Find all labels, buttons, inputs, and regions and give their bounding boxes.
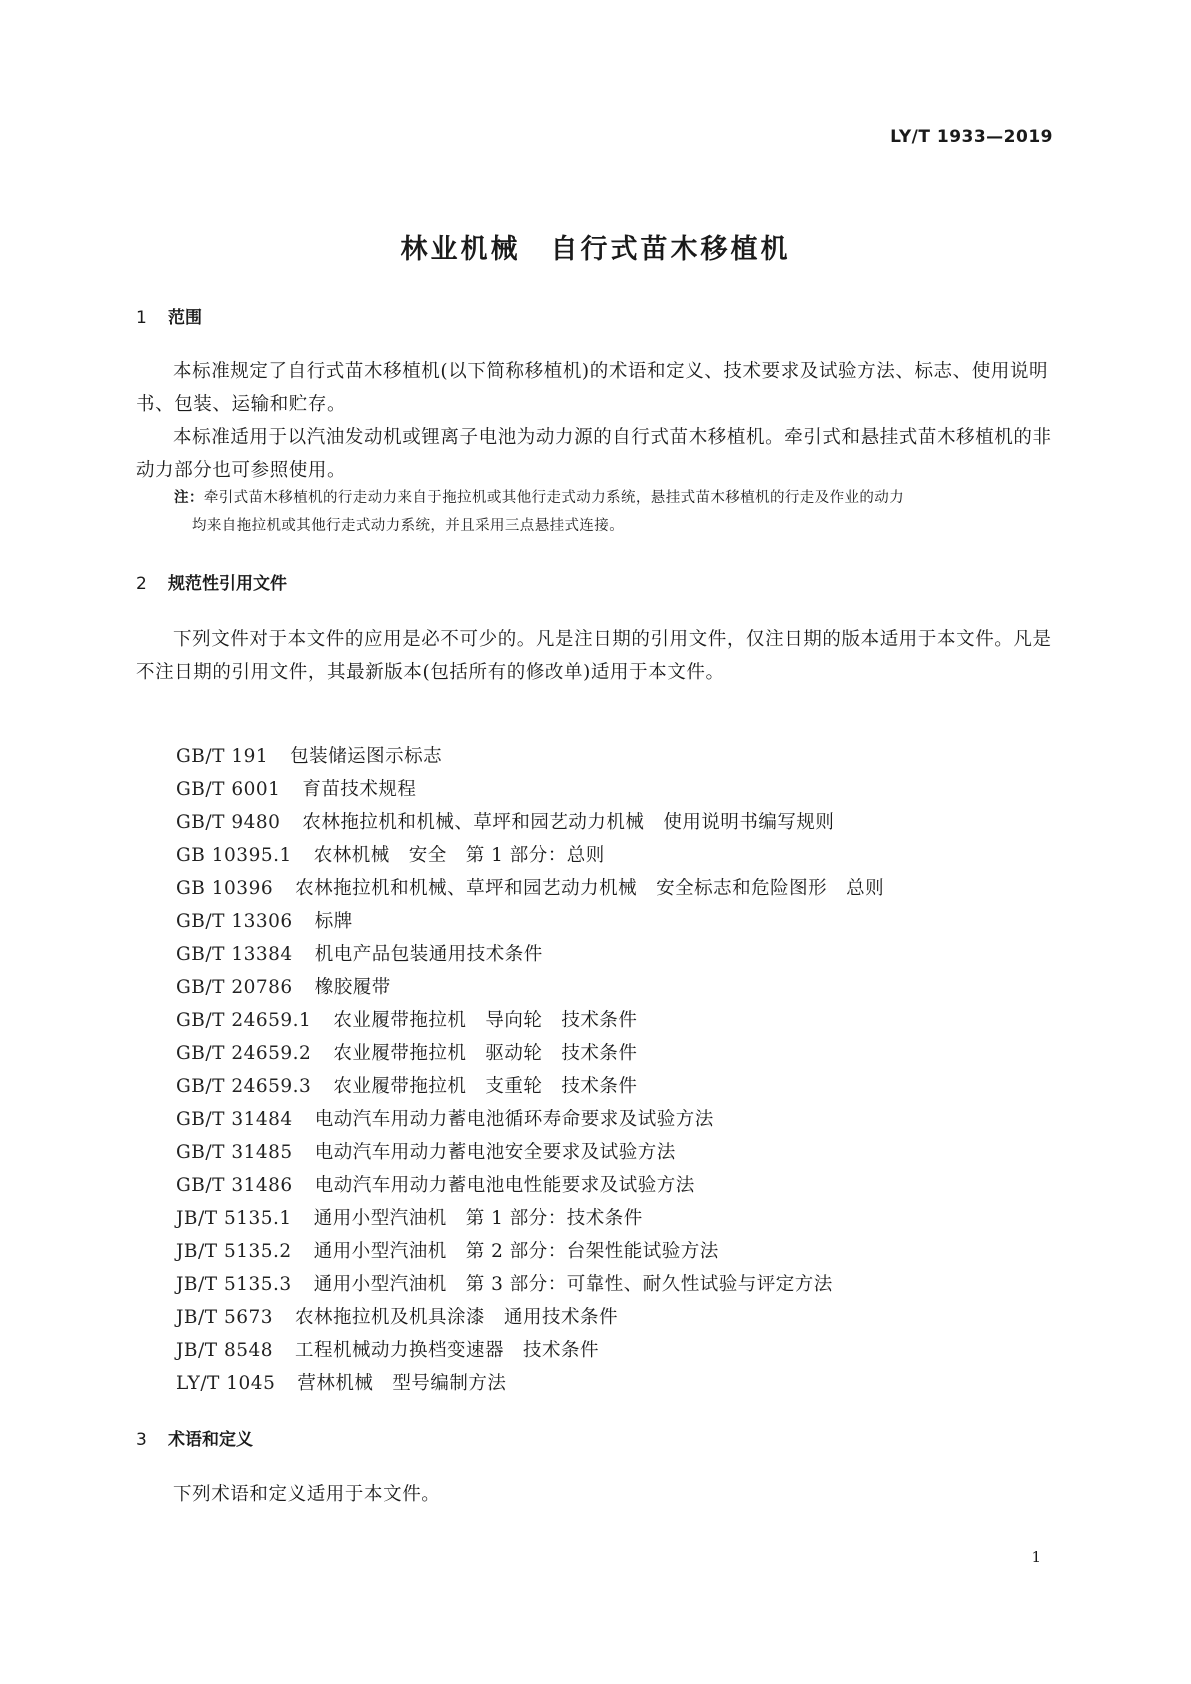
reference-item — [176, 773, 884, 806]
reference-title: 橡胶履带 — [314, 977, 391, 998]
reference-title: 通用小型汽油机 第 2 部分：台架性能试验方法 — [313, 1241, 719, 1262]
reference-code: GB/T 31485 — [176, 1142, 293, 1163]
reference-title: 通用小型汽油机 第 1 部分：技术条件 — [313, 1208, 643, 1229]
reference-code: GB 10395.1 — [176, 845, 292, 866]
reference-code: JB/T 5135.1 — [176, 1208, 292, 1229]
reference-title: 电动汽车用动力蓄电池电性能要求及试验方法 — [314, 1175, 695, 1196]
reference-item — [176, 1004, 884, 1037]
reference-list — [176, 740, 884, 1400]
reference-code: GB/T 24659.2 — [176, 1043, 312, 1064]
reference-item — [176, 1202, 884, 1235]
reference-title: 机电产品包装通用技术条件 — [314, 944, 543, 965]
reference-code: LY/T 1045 — [176, 1373, 276, 1394]
reference-title: 标牌 — [314, 911, 353, 932]
reference-title: 营林机械 型号编制方法 — [297, 1373, 507, 1394]
reference-title: 通用小型汽油机 第 3 部分：可靠性、耐久性试验与评定方法 — [313, 1274, 833, 1295]
reference-code: GB/T 31484 — [176, 1109, 293, 1130]
reference-item — [176, 839, 884, 872]
section-number: 3 — [136, 1430, 147, 1450]
section-1-note — [174, 484, 1058, 540]
reference-item — [176, 1268, 884, 1301]
reference-title: 农业履带拖拉机 支重轮 技术条件 — [333, 1076, 638, 1097]
reference-code: GB 10396 — [176, 878, 274, 899]
reference-item — [176, 1169, 884, 1202]
section-number: 2 — [136, 574, 147, 594]
reference-code: GB/T 191 — [176, 746, 269, 767]
reference-item — [176, 938, 884, 971]
reference-title: 农林拖拉机和机械、草坪和园艺动力机械 使用说明书编写规则 — [302, 812, 835, 833]
reference-item — [176, 872, 884, 905]
reference-code: GB/T 24659.1 — [176, 1010, 312, 1031]
reference-title: 农林拖拉机及机具涂漆 通用技术条件 — [295, 1307, 619, 1328]
reference-item — [176, 1367, 884, 1400]
section-1-heading — [136, 303, 202, 328]
reference-title: 农林机械 安全 第 1 部分：总则 — [313, 845, 605, 866]
reference-code: GB/T 6001 — [176, 779, 281, 800]
reference-code: JB/T 5135.2 — [176, 1241, 292, 1262]
standard-code: LY/T 1933—2019 — [890, 127, 1053, 147]
reference-code: GB/T 24659.3 — [176, 1076, 312, 1097]
reference-item — [176, 1301, 884, 1334]
section-3-heading — [136, 1425, 253, 1450]
reference-code: GB/T 13306 — [176, 911, 293, 932]
reference-item — [176, 1136, 884, 1169]
section-2-paragraph-1: 下列文件对于本文件的应用是必不可少的。凡是注日期的引用文件，仅注日期的版本适用于本文件。凡是不注日期的引用文件，其最新版本(包括所有的修改单)适用于本文件。 — [136, 629, 1052, 683]
section-1-paragraph-1: 本标准规定了自行式苗木移植机(以下简称移植机)的术语和定义、技术要求及试验方法、标志、使用说明书、包装、运输和贮存。 — [136, 361, 1049, 415]
reference-title: 农业履带拖拉机 导向轮 技术条件 — [333, 1010, 638, 1031]
reference-title: 农业履带拖拉机 驱动轮 技术条件 — [333, 1043, 638, 1064]
reference-title: 育苗技术规程 — [302, 779, 417, 800]
note-label: 注： — [174, 489, 204, 506]
reference-item — [176, 1235, 884, 1268]
reference-title: 包装储运图示标志 — [290, 746, 443, 767]
reference-code: JB/T 8548 — [176, 1340, 274, 1361]
section-2-heading — [136, 569, 287, 594]
reference-code: JB/T 5673 — [176, 1307, 274, 1328]
section-3-paragraph-1: 下列术语和定义适用于本文件。 — [173, 1484, 441, 1505]
reference-code: GB/T 20786 — [176, 977, 293, 998]
document-title: 林业机械 自行式苗木移植机 — [400, 234, 791, 265]
reference-item — [176, 971, 884, 1004]
reference-title: 电动汽车用动力蓄电池循环寿命要求及试验方法 — [314, 1109, 714, 1130]
note-line-2: 均来自拖拉机或其他行走式动力系统，并且采用三点悬挂式连接。 — [192, 518, 625, 534]
reference-title: 电动汽车用动力蓄电池安全要求及试验方法 — [314, 1142, 676, 1163]
reference-item — [176, 1037, 884, 1070]
reference-code: GB/T 9480 — [176, 812, 281, 833]
section-title: 术语和定义 — [168, 1430, 253, 1450]
reference-title: 工程机械动力换档变速器 技术条件 — [295, 1340, 600, 1361]
reference-item — [176, 740, 884, 773]
reference-item — [176, 905, 884, 938]
section-title: 规范性引用文件 — [168, 574, 287, 594]
section-title: 范围 — [168, 308, 202, 328]
reference-code: GB/T 31486 — [176, 1175, 293, 1196]
reference-code: GB/T 13384 — [176, 944, 293, 965]
page-number: 1 — [1031, 1548, 1041, 1566]
section-number: 1 — [136, 308, 147, 328]
reference-title: 农林拖拉机和机械、草坪和园艺动力机械 安全标志和危险图形 总则 — [295, 878, 885, 899]
reference-item — [176, 1103, 884, 1136]
note-line-1: 牵引式苗木移植机的行走动力来自于拖拉机或其他行走式动力系统，悬挂式苗木移植机的行走及作业的动力 — [203, 490, 905, 506]
reference-item — [176, 1334, 884, 1367]
reference-code: JB/T 5135.3 — [176, 1274, 292, 1295]
section-1-paragraph-2: 本标准适用于以汽油发动机或锂离子电池为动力源的自行式苗木移植机。牵引式和悬挂式苗木移植机的非动力部分也可参照使用。 — [136, 427, 1052, 481]
reference-item — [176, 1070, 884, 1103]
reference-item — [176, 806, 884, 839]
